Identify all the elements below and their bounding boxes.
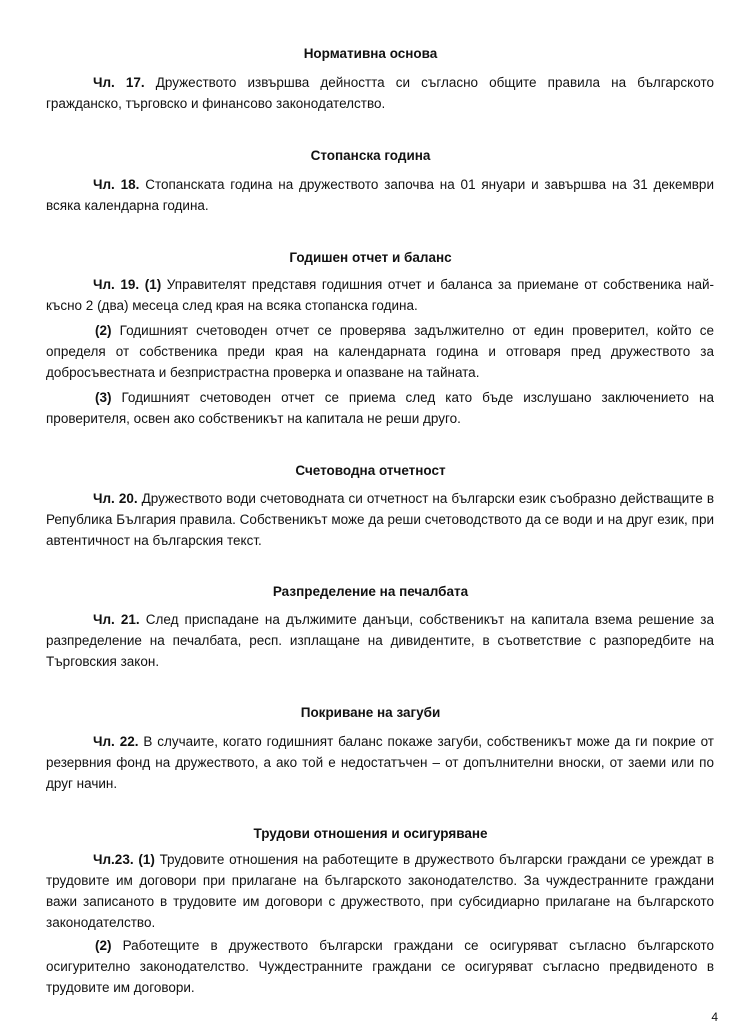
article-19-3 — [46, 387, 714, 429]
article-number: Чл. 19. (1) — [93, 277, 162, 292]
heading-fiscal-year: Стопанска година — [310, 148, 431, 163]
paragraph-number: (2) — [95, 323, 112, 338]
article-number: Чл. 18. — [93, 177, 140, 192]
article-text: Управителят представя годишния отчет и баланса за приемане от собственика най-късно 2 (два) месеца след края на всяка стопанска година. — [46, 277, 714, 313]
article-19-2 — [46, 320, 714, 383]
article-text: Дружеството извършва дейността си съгласно общите правила на българското гражданско, търговско и финансово законодателство. — [46, 75, 714, 111]
paragraph-number: (2) — [95, 938, 112, 953]
article-text: След приспадане на дължимите данъци, собственикът на капитала взема решение за разпределение на печалбата, респ. изплащане на дивидентите, в съответствие с разпоредбите на Търговския закон. — [46, 612, 714, 669]
article-23-2 — [46, 935, 714, 998]
article-number: Чл.23. (1) — [93, 852, 155, 867]
article-text: В случаите, когато годишният баланс покаже загуби, собственикът може да ги покрие от резервния фонд на дружеството, а ако той е недостатъчен – от допълнителни вноски, от заеми или по друг начин. — [46, 734, 714, 791]
heading-accounting: Счетоводна отчетност — [295, 463, 446, 478]
heading-labor-relations: Трудови отношения и осигуряване — [253, 826, 488, 841]
article-text: Трудовите отношения на работещите в дружеството български граждани се уреждат в трудовите им договори при прилагане на българското законодателство. За чуждестранните граждани важи записаното в трудовите им договори с дружеството, при субсидиарно прилагане на българското законодателство. — [46, 852, 714, 930]
article-23-1 — [46, 849, 714, 933]
article-number: Чл. 21. — [93, 612, 140, 627]
article-21 — [46, 609, 714, 672]
article-text: Дружеството води счетоводната си отчетност на български език съобразно действащите в Република България правила. Собственикът може да реши счетоводството да се води и на друг език, при автентичност на българския текст. — [46, 491, 714, 548]
article-19-1 — [46, 274, 714, 316]
article-17 — [46, 72, 714, 114]
page-number: 4 — [711, 1010, 718, 1024]
paragraph-text: Работещите в дружеството български граждани се осигуряват съгласно българското осигурително законодателство. Чуждестранните граждани се осигуряват съгласно предвиденото в трудовите им договори. — [46, 938, 714, 995]
article-number: Чл. 20. — [93, 491, 138, 506]
paragraph-number: (3) — [95, 390, 112, 405]
paragraph-text: Годишният счетоводен отчет се проверява задължително от един проверител, който се определя от собственика преди края на календарната година и отговаря пред дружеството за добросъвестната и безпристрастна проверка и опазване на тайната. — [46, 323, 714, 380]
heading-profit-distribution: Разпределение на печалбата — [272, 584, 469, 599]
article-number: Чл. 22. — [93, 734, 139, 749]
heading-loss-coverage: Покриване на загуби — [300, 705, 441, 720]
paragraph-text: Годишният счетоводен отчет се приема след като бъде изслушано заключението на проверителя, освен ако собственикът на капитала не реши друго. — [46, 390, 714, 426]
heading-normative-basis: Нормативна основа — [303, 46, 438, 61]
article-18 — [46, 174, 714, 216]
article-22 — [46, 731, 714, 794]
heading-annual-report: Годишен отчет и баланс — [289, 250, 452, 265]
article-text: Стопанската година на дружеството започва на 01 януари и завършва на 31 декември всяка календарна година. — [46, 177, 714, 213]
article-number: Чл. 17. — [93, 75, 145, 90]
article-20 — [46, 488, 714, 551]
